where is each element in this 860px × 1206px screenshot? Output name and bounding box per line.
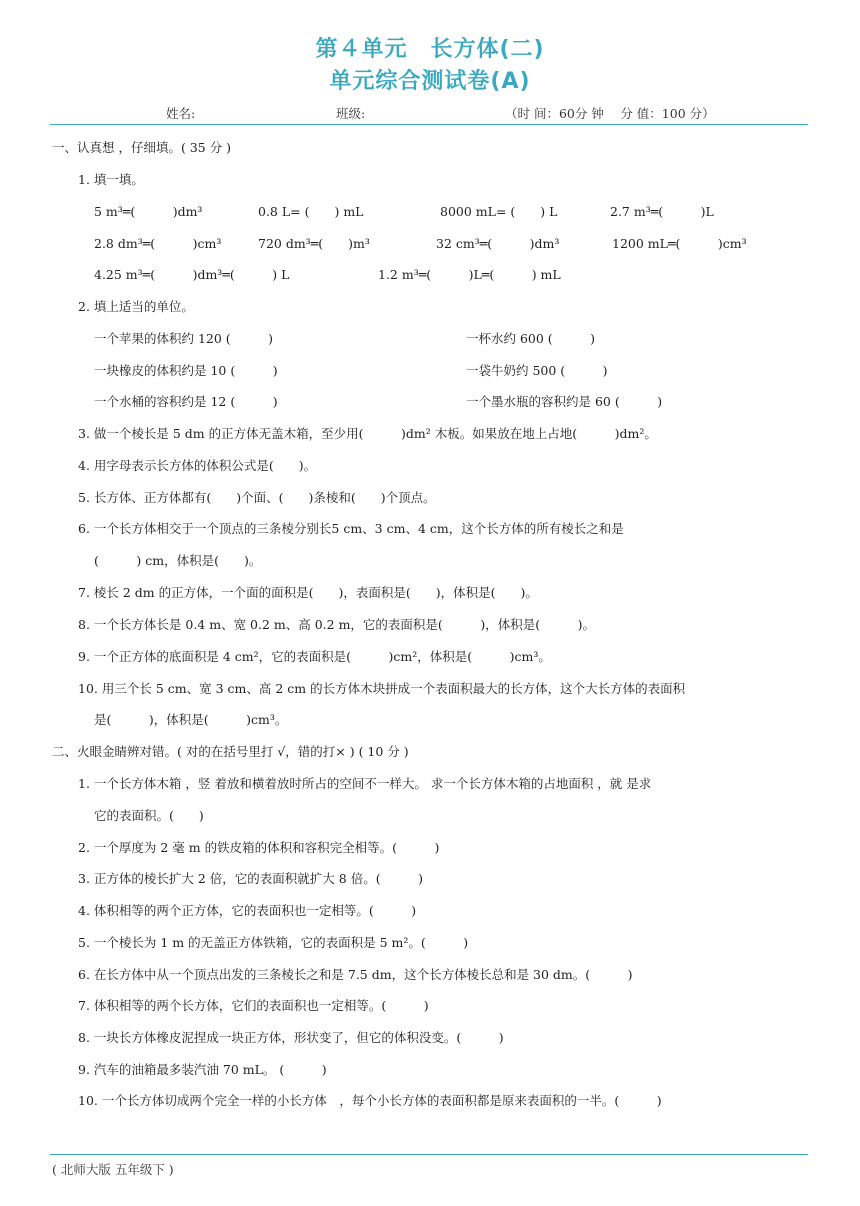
q1-item: 4.25 m³═( )dm³═( ) L xyxy=(94,267,290,282)
q2-item: 一个苹果的体积约 120 ( ) xyxy=(94,331,274,346)
question: 8. 一个长方体长是 0.4 m、宽 0.2 m、高 0.2 m，它的表面积是( )，体积是( )。 xyxy=(78,617,595,632)
header-rule xyxy=(50,124,808,125)
footer-rule xyxy=(50,1154,808,1155)
name-label: 姓名: xyxy=(166,106,196,121)
question: 3. 做一个棱长是 5 dm 的正方体无盖木箱，至少用( )dm² 木板。如果放在地上占地( )dm²。 xyxy=(78,426,657,441)
question: 10. 用三个长 5 cm、宽 3 cm、高 2 cm 的长方体木块拼成一个表面积最大的长方体，这个大长方体的表面积 xyxy=(78,681,686,696)
question: 3. 正方体的棱长扩大 2 倍，它的表面积就扩大 8 倍。( ) xyxy=(78,871,423,886)
q1-item: 2.7 m³═( )L xyxy=(610,204,714,219)
q1-label: 1. 填一填。 xyxy=(78,172,144,187)
question: 4. 体积相等的两个正方体，它的表面积也一定相等。( ) xyxy=(78,903,417,918)
q2-item: 一袋牛奶约 500 ( ) xyxy=(466,363,608,378)
q1-item: 1.2 m³═( )L═( ) mL xyxy=(378,267,561,282)
section1-heading: 一、认真想 ，仔细填。( 35 分 ) xyxy=(52,140,232,155)
question: 6. 在长方体中从一个顶点出发的三条棱长之和是 7.5 dm，这个长方体棱长总和是 30 dm。( ) xyxy=(78,967,633,982)
question: 7. 棱长 2 dm 的正方体，一个面的面积是( )，表面积是( )，体积是( )。 xyxy=(78,585,538,600)
question-continuation: 是( )，体积是( )cm³。 xyxy=(94,712,288,727)
page-subtitle: 单元综合测试卷(A) xyxy=(329,69,531,94)
q1-item: 32 cm³═( )dm³ xyxy=(436,236,560,251)
class-label: 班级: xyxy=(336,106,366,121)
q1-item: 1200 mL═( )cm³ xyxy=(612,236,747,251)
q1-item: 2.8 dm³═( )cm³ xyxy=(94,236,222,251)
q2-item: 一杯水约 600 ( ) xyxy=(466,331,596,346)
page-title: 第４单元 长方体(二) xyxy=(315,37,545,62)
question: 10. 一个长方体切成两个完全一样的小长方体 ，每个小长方体的表面积都是原来表面积的一半。( ) xyxy=(78,1093,662,1108)
q1-item: 720 dm³═( )m³ xyxy=(258,236,370,251)
footer-edition: ( 北师大版 五年级下 ) xyxy=(52,1162,174,1177)
q2-label: 2. 填上适当的单位。 xyxy=(78,299,194,314)
q1-item: 8000 mL= ( ) L xyxy=(440,204,558,219)
question: 4. 用字母表示长方体的体积公式是( )。 xyxy=(78,458,317,473)
time-score-label: （时 间：60分 钟 分 值：100 分） xyxy=(505,106,715,121)
question: 2. 一个厚度为 2 毫 m 的铁皮箱的体积和容积完全相等。( ) xyxy=(78,840,440,855)
q2-item: 一块橡皮的体积约是 10 ( ) xyxy=(94,363,278,378)
question: 8. 一块长方体橡皮泥捏成一块正方体，形状变了，但它的体积没变。( ) xyxy=(78,1030,504,1045)
question: 9. 一个正方体的底面积是 4 cm²，它的表面积是( )cm²，体积是( )cm³。 xyxy=(78,649,551,664)
question-continuation: ( ) cm，体积是( )。 xyxy=(94,553,262,568)
question: 5. 长方体、正方体都有( )个面、( )条棱和( )个顶点。 xyxy=(78,490,436,505)
question-continuation: 它的表面积。( ) xyxy=(94,808,204,823)
q2-item: 一个水桶的容积约是 12 ( ) xyxy=(94,394,278,409)
q1-item: 0.8 L= ( ) mL xyxy=(258,204,364,219)
q2-item: 一个墨水瓶的容积约是 60 ( ) xyxy=(466,394,663,409)
q1-item: 5 m³═( )dm³ xyxy=(94,204,203,219)
question: 5. 一个棱长为 1 m 的无盖正方体铁箱，它的表面积是 5 m²。( ) xyxy=(78,935,469,950)
question: 1. 一个长方体木箱 ，竖 着放和横着放时所占的空间不一样大。 求一个长方体木箱的占地面积 ，就 是求 xyxy=(78,776,652,791)
question: 6. 一个长方体相交于一个顶点的三条棱分别长5 cm、3 cm、4 cm，这个长方体的所有棱长之和是 xyxy=(78,521,624,536)
section2-heading: 二、火眼金睛辨对错。( 对的在括号里打 √，错的打× ) ( 10 分 ) xyxy=(52,744,409,759)
question: 9. 汽车的油箱最多装汽油 70 mL。 ( ) xyxy=(78,1062,327,1077)
question: 7. 体积相等的两个长方体，它们的表面积也一定相等。( ) xyxy=(78,998,429,1013)
